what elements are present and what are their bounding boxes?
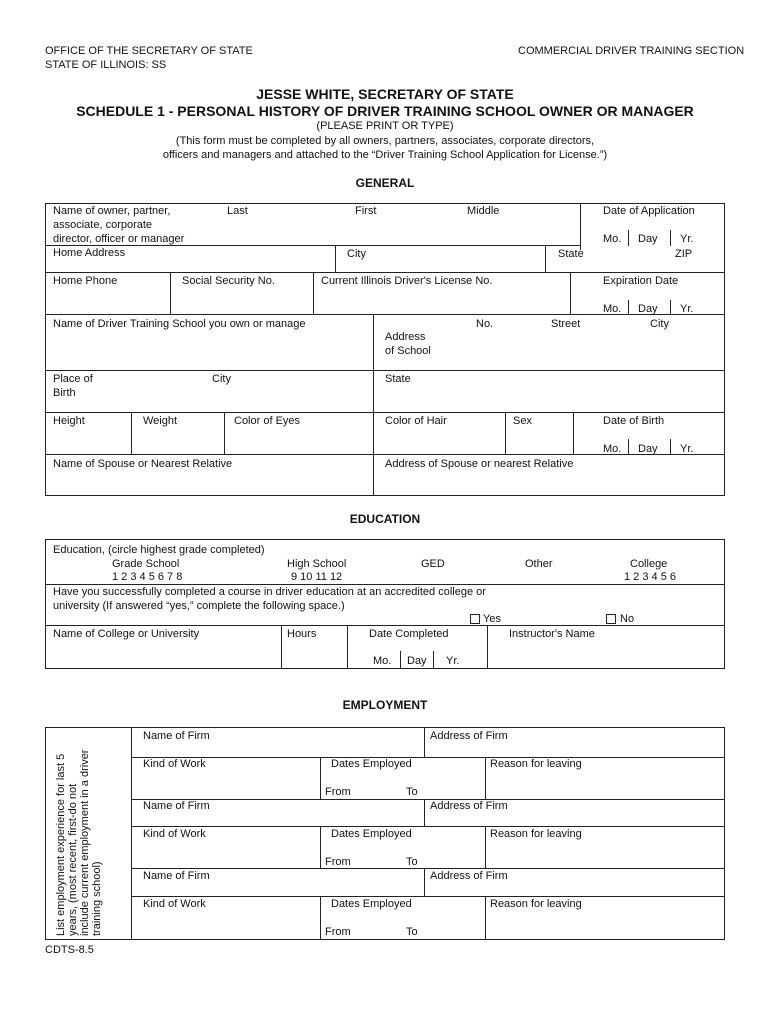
dates-employed-label: Dates Employed xyxy=(331,828,412,840)
mo-label: Mo. xyxy=(603,233,622,245)
firm-name-label: Name of Firm xyxy=(143,870,210,882)
dob-mo-label: Mo. xyxy=(603,443,622,455)
license-label: Current Illinois Driver's License No. xyxy=(321,275,493,287)
name-label-2: associate, corporate xyxy=(53,219,153,231)
college-numbers[interactable]: 1 2 3 4 5 6 xyxy=(624,571,676,583)
employment-side-label-1: List employment experience for last 5 xyxy=(55,753,67,936)
employment-side-label-3: include current employment in a driver xyxy=(79,749,91,936)
date-completed-label: Date Completed xyxy=(369,628,449,640)
college-label: College xyxy=(630,558,668,570)
schedule-title: SCHEDULE 1 - PERSONAL HISTORY OF DRIVER TRAINING SCHOOL OWNER OR MANAGER xyxy=(76,103,694,119)
grade-school-numbers[interactable]: 1 2 3 4 5 6 7 8 xyxy=(112,571,183,583)
dob-yr-label: Yr. xyxy=(680,443,694,455)
kind-of-work-label: Kind of Work xyxy=(143,898,206,910)
dob-day-label: Day xyxy=(638,443,658,455)
first-label: First xyxy=(355,205,377,217)
reason-label: Reason for leaving xyxy=(490,898,582,910)
yes-checkbox[interactable] xyxy=(470,614,480,624)
high-school-label: High School xyxy=(287,558,347,570)
reason-label: Reason for leaving xyxy=(490,828,582,840)
exp-day-label: Day xyxy=(638,303,658,315)
dates-employed-label: Dates Employed xyxy=(331,758,412,770)
home-address-label: Home Address xyxy=(53,247,126,259)
section-label: COMMERCIAL DRIVER TRAINING SECTION xyxy=(518,45,745,57)
education-circle-label: Education, (circle highest grade completed) xyxy=(53,544,265,556)
course-question-2: university (If answered “yes,” complete the following space.) xyxy=(53,600,345,612)
print-note: (PLEASE PRINT OR TYPE) xyxy=(316,120,454,132)
firm-address-label: Address of Firm xyxy=(430,730,508,742)
ged-label[interactable]: GED xyxy=(421,558,445,570)
from-label: From xyxy=(325,926,351,938)
city-label: City xyxy=(347,248,366,260)
state-label: State xyxy=(558,248,584,260)
exp-mo-label: Mo. xyxy=(603,303,622,315)
firm-name-label: Name of Firm xyxy=(143,800,210,812)
to-label: To xyxy=(406,856,418,868)
eyes-label: Color of Eyes xyxy=(234,415,301,427)
place-of-birth-label-1: Place of xyxy=(53,373,93,385)
school-city-label: City xyxy=(650,318,669,330)
school-name-label: Name of Driver Training School you own or manage xyxy=(53,318,306,330)
form-note-2: officers and managers and attached to the “Driver Training School Application for License.”) xyxy=(162,149,608,161)
state-label: STATE OF ILLINOIS: SS xyxy=(45,59,167,71)
hours-label: Hours xyxy=(287,628,317,640)
day-label: Day xyxy=(638,233,658,245)
hair-label: Color of Hair xyxy=(385,415,447,427)
to-label: To xyxy=(406,926,418,938)
employment-heading: EMPLOYMENT xyxy=(342,698,428,712)
office-label: OFFICE OF THE SECRETARY OF STATE xyxy=(45,45,253,57)
general-heading: GENERAL xyxy=(355,176,415,190)
dob-label: Date of Birth xyxy=(603,415,665,427)
sex-label: Sex xyxy=(513,415,532,427)
form-note-1: (This form must be completed by all owners, partners, associates, corporate directors, xyxy=(175,135,595,147)
employment-side-label-2: years, (most recent, first-do not xyxy=(67,783,79,936)
course-question-1: Have you successfully completed a course in driver education at an accredited college or xyxy=(53,586,486,598)
dates-employed-label: Dates Employed xyxy=(331,898,412,910)
birth-city-label: City xyxy=(212,373,231,385)
place-of-birth-label-2: Birth xyxy=(53,387,76,399)
education-heading: EDUCATION xyxy=(349,512,421,526)
edu-yr-label: Yr. xyxy=(446,655,460,667)
yes-label: Yes xyxy=(483,613,501,625)
expiration-label: Expiration Date xyxy=(603,275,679,287)
address-of-school-label-2: of School xyxy=(385,345,431,357)
edu-day-label: Day xyxy=(407,655,427,667)
high-school-numbers[interactable]: 9 10 11 12 xyxy=(291,571,343,583)
weight-label: Weight xyxy=(143,415,178,427)
height-label: Height xyxy=(53,415,85,427)
school-no-label: No. xyxy=(476,318,494,330)
spouse-label: Name of Spouse or Nearest Relative xyxy=(53,458,233,470)
secretary-title: JESSE WHITE, SECRETARY OF STATE xyxy=(256,86,514,102)
no-checkbox[interactable] xyxy=(606,614,616,624)
yr-label: Yr. xyxy=(680,233,694,245)
form-code: CDTS-8.5 xyxy=(45,944,94,956)
other-label[interactable]: Other xyxy=(525,558,553,570)
middle-label: Middle xyxy=(467,205,500,217)
from-label: From xyxy=(325,856,351,868)
address-of-school-label-1: Address xyxy=(385,331,426,343)
grade-school-label: Grade School xyxy=(112,558,180,570)
name-label-3: director, officer or manager xyxy=(53,233,185,245)
college-name-label: Name of College or University xyxy=(53,628,200,640)
no-label: No xyxy=(620,613,635,625)
home-phone-label: Home Phone xyxy=(53,275,118,287)
name-label-1: Name of owner, partner, xyxy=(53,205,171,217)
firm-name-label: Name of Firm xyxy=(143,730,210,742)
kind-of-work-label: Kind of Work xyxy=(143,828,206,840)
school-street-label: Street xyxy=(551,318,581,330)
date-of-application-label: Date of Application xyxy=(603,205,695,217)
last-label: Last xyxy=(227,205,248,217)
instructor-label: Instructor's Name xyxy=(509,628,595,640)
ssn-label: Social Security No. xyxy=(182,275,275,287)
edu-mo-label: Mo. xyxy=(373,655,392,667)
employment-side-label-4: training school) xyxy=(91,861,103,936)
exp-yr-label: Yr. xyxy=(680,303,694,315)
firm-address-label: Address of Firm xyxy=(430,870,508,882)
from-label: From xyxy=(325,786,351,798)
birth-state-label: State xyxy=(385,373,411,385)
reason-label: Reason for leaving xyxy=(490,758,582,770)
zip-label: ZIP xyxy=(675,248,693,260)
to-label: To xyxy=(406,786,418,798)
kind-of-work-label: Kind of Work xyxy=(143,758,206,770)
spouse-address-label: Address of Spouse or nearest Relative xyxy=(385,458,574,470)
firm-address-label: Address of Firm xyxy=(430,800,508,812)
